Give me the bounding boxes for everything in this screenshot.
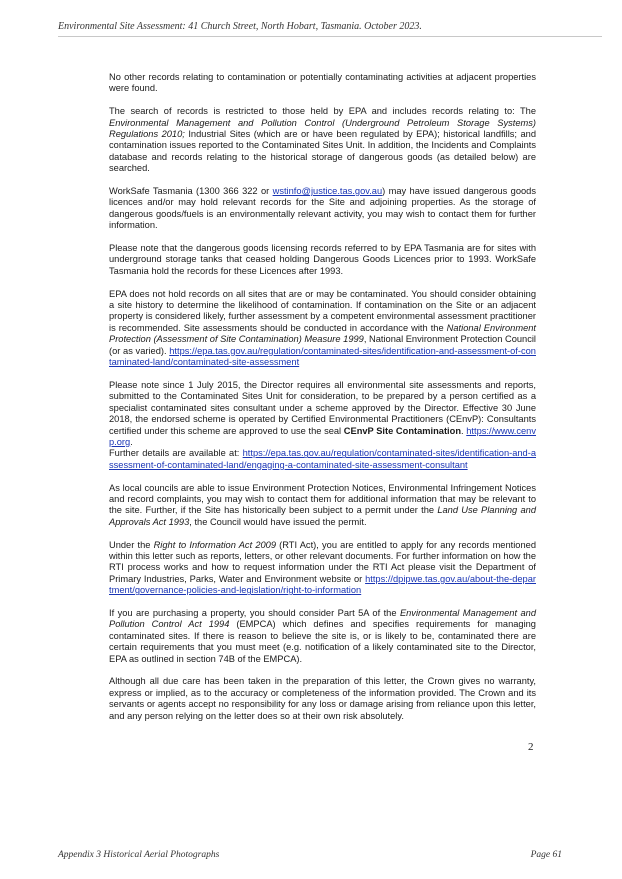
page-header-title: Environmental Site Assessment: 41 Church Street, North Hobart, Tasmania. October 2023.: [58, 21, 422, 32]
paragraph-disclaimer: Although all due care has been taken in the preparation of this letter, the Crown gives no warranty, express or implied, as to the accuracy or completeness of the information provided. The Crown and its servants or agents accept no responsibility for any loss or damage arising from reliance upon this letter, and any person relying on the letter does so at their own risk absolutely.: [109, 676, 536, 721]
cenvp-seal-name: CEnvP Site Contamination: [343, 425, 462, 436]
worksafe-email-link[interactable]: wstinfo@justice.tas.gov.au: [272, 186, 383, 197]
letter-body: [109, 72, 536, 733]
footer-appendix-title: Appendix 3 Historical Aerial Photographs: [58, 850, 220, 860]
paragraph-rti: Under the Right to Information Act 2009 (RTI Act), you are entitled to apply for any records mentioned within this letter such as reports, letters, or other relevant documents. For further information on how the RTI process works and how to request information under the RTI Act please visit the Department of Primary Industries, Parks, Water and Environment website or https://dpipwe.tas.gov.au/about-the-department/governance-policies-and-legislation/right-to-information: [109, 539, 536, 596]
paragraph-empca: If you are purchasing a property, you should consider Part 5A of the Environmental Management and Pollution Control Act 1994 (EMPCA) which defines and specifies requirements for managing contaminated sites. If there is reason to believe the site is, or is likely to be, contaminated there are certain requirements that you must meet (e.g. notification of a likely contaminated site to the Director, EPA as outlined in section 74B of the EMPCA).: [109, 607, 536, 664]
site-assessment-link[interactable]: https://epa.tas.gov.au/regulation/contaminated-sites/identification-and-assessment-of-contaminated-land/contaminated-site-assessment: [109, 345, 536, 368]
paragraph-search-scope: The search of records is restricted to those held by EPA and includes records relating to: The Environmental Management and Pollution Control (Underground Petroleum Storage Systems) Regulations 2010; Industrial Sites (which are or have been regulated by EPA); historical landfills; and contamination issues reported to the Contaminated Sites Unit. In addition, the Incidents and Complaints database and records relating to the historical storage of dangerous goods (as detailed below) are searched.: [109, 106, 536, 174]
rti-link[interactable]: https://dpipwe.tas.gov.au/about-the-department/governance-policies-and-legislation/right-to-information: [109, 573, 536, 596]
paragraph-dangerous-goods: Please note that the dangerous goods licensing records referred to by EPA Tasmania are for sites with underground storage tanks that ceased holding Dangerous Goods Licences prior to 1993. WorkSafe Tasmania hold the records for these Licences after 1993.: [109, 243, 536, 276]
paragraph-worksafe: WorkSafe Tasmania (1300 366 322 or wstinfo@justice.tas.gov.au) may have issued dangerous goods licences and/or may hold relevant records for the Site and adjoining properties. As the storage of dangerous goods/fuels is an environmentally relevant activity, you may wish to contact them for further information.: [109, 186, 536, 231]
nepm-title: National Environment Protection (Assessment of Site Contamination) Measure 1999: [109, 322, 536, 345]
paragraph-local-councils: As local councils are able to issue Environment Protection Notices, Environmental Infringement Notices and record complaints, you may wish to contact them for additional information that may be relevant to the site. Further, if the Site has historically been subject to a permit under the Land Use Planning and Approvals Act 1993, the Council would have issued the permit.: [109, 482, 536, 527]
letter-page-number: 2: [528, 741, 534, 753]
paragraph-adjacent-records: No other records relating to contamination or potentially contaminating activities at adjacent properties were found.: [109, 72, 536, 94]
paragraph-certification: Please note since 1 July 2015, the Director requires all environmental site assessments and reports, submitted to the Contaminated Sites Unit for consideration, to be prepared by a person certified as a specialist contaminated sites consultant under a scheme approved by the Director. Effective 30 June 2018, the endorsed scheme is operated by Certified Environmental Practitioners (CEnvP): Consultants certified under this scheme are approved to use the seal CEnvP Site Contamination. https://www.cenvp.org. Further details are available at: https://epa.tas.gov.au/regulation/contaminated-sites/identification-and-assessment-of-contaminated-land/engaging-a-contaminated-site-assessment-consultant: [109, 379, 537, 470]
empca-title: Environmental Management and Pollution Control Act 1994: [109, 607, 536, 630]
rti-act-title: Right to Information Act 2009: [153, 539, 276, 550]
cenvp-link[interactable]: https://www.cenvp.org: [109, 425, 537, 447]
paragraph-site-history: EPA does not hold records on all sites that are or may be contaminated. You should consider obtaining a site history to determine the likelihood of contamination. If contamination on the Site or an adjacent property is considered likely, further assessment by a competent environmental assessment practitioner is recommended. Site assessments should be conducted in accordance with the National Environment Protection (Assessment of Site Contamination) Measure 1999, National Environment Protection Council (or as varied). https://epa.tas.gov.au/regulation/contaminated-sites/identification-and-assessment-of-contaminated-land/contaminated-site-assessment: [109, 288, 536, 368]
consultant-link[interactable]: https://epa.tas.gov.au/regulation/contaminated-sites/identification-and-assessment-of-contaminated-land/engaging-a-contaminated-site-assessment-consultant: [109, 448, 536, 470]
header-divider: [58, 36, 602, 37]
footer-page-number: Page 61: [530, 850, 562, 860]
regulation-title: Environmental Management and Pollution Control (Underground Petroleum Storage Systems) Regulations 2010;: [109, 117, 536, 140]
planning-act-title: Land Use Planning and Approvals Act 1993: [109, 505, 536, 527]
